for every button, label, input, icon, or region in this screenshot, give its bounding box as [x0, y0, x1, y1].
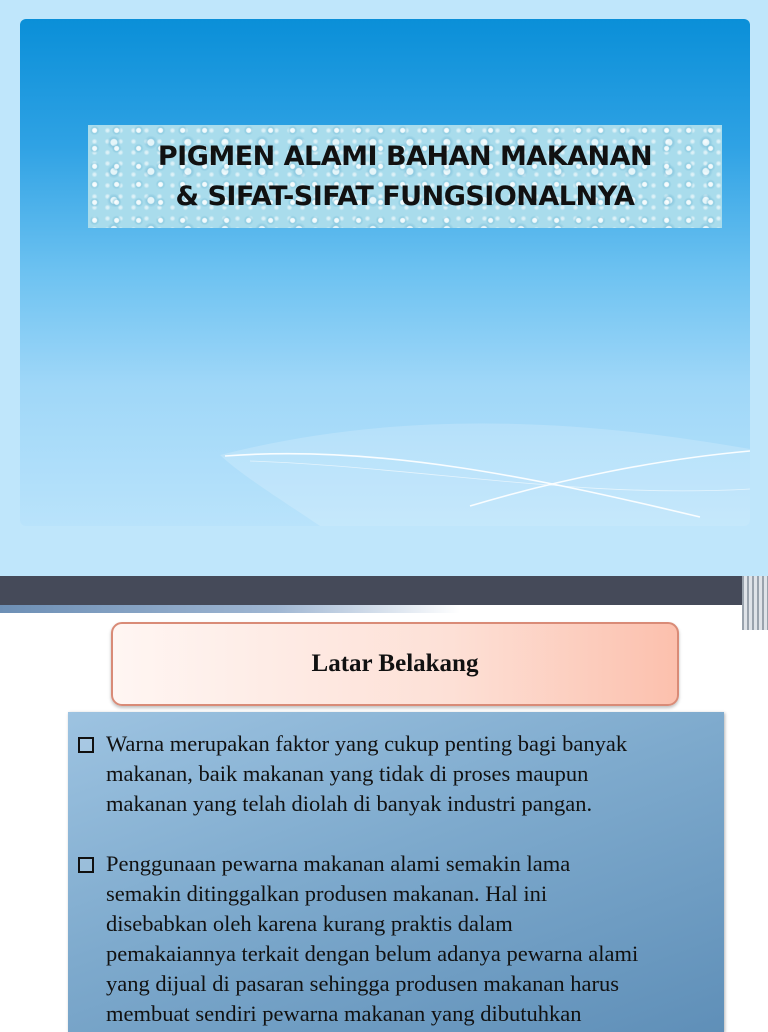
bullet-item — [78, 849, 726, 1029]
title-line-1: PIGMEN ALAMI BAHAN MAKANAN — [157, 140, 653, 172]
content-box — [68, 712, 724, 1032]
decorative-waves — [20, 19, 750, 526]
divider-accent-bar — [0, 605, 460, 613]
title-banner — [88, 125, 722, 228]
title-slide-panel — [20, 19, 750, 526]
section-heading: Latar Belakang — [311, 650, 479, 677]
bullet-item — [78, 729, 726, 819]
title-line-2: & SIFAT-SIFAT FUNGSIONALNYA — [175, 180, 635, 212]
bullet-text: Warna merupakan faktor yang cukup penting bagi banyak makanan, baik makanan yang tidak di proses maupun makanan yang telah diolah di banyak industri pangan. — [106, 731, 628, 816]
checkbox-icon — [78, 857, 94, 873]
divider-stripes — [742, 576, 768, 630]
checkbox-icon — [78, 737, 94, 753]
slide-divider — [0, 576, 768, 605]
bullet-text: Penggunaan pewarna makanan alami semakin lama semakin ditinggalkan produsen makanan. Hal ini disebabkan oleh karena kurang praktis dalam pemakaiannya terkait dengan belum adanya pewarna alami yang dijual di pasaran sehingga produsen makanan harus membuat sendiri pewarna makanan yang dibutuhkan — [106, 851, 639, 1026]
section-heading-box — [111, 622, 679, 706]
